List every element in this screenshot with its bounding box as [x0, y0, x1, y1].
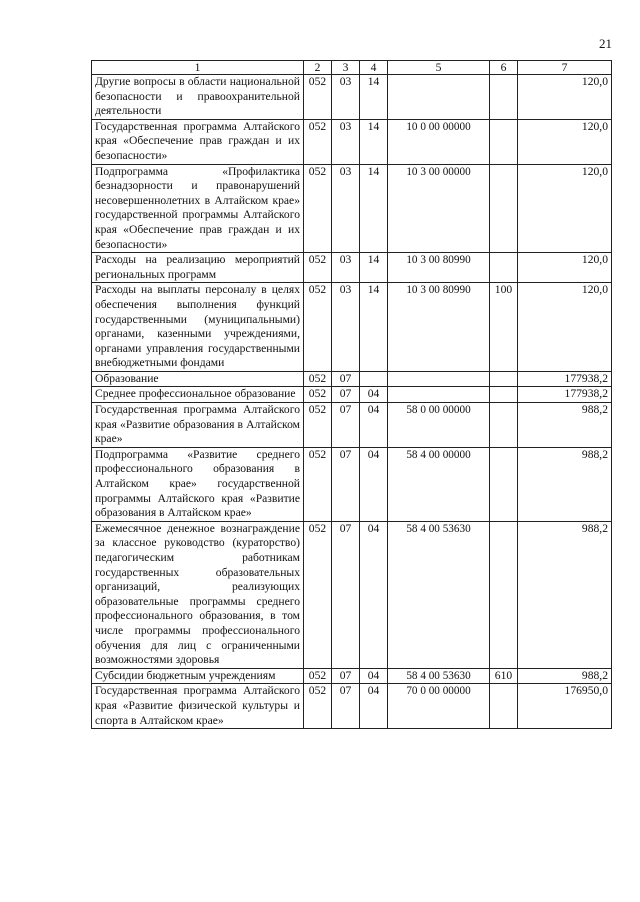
amount-cell: 120,0	[518, 283, 612, 372]
subsection-code-cell: 04	[360, 447, 388, 521]
table-row	[92, 447, 612, 521]
section-code-cell: 03	[332, 164, 360, 253]
amount-cell: 120,0	[518, 75, 612, 120]
table-header-row	[92, 61, 612, 75]
target-article-cell: 10 3 00 80990	[388, 253, 490, 283]
subsection-code-cell: 14	[360, 75, 388, 120]
column-header: 4	[360, 61, 388, 75]
row-name-cell: Расходы на выплаты персоналу в целях обеспечения выполнения функций государственными (муниципальными) органами, казенными учреждениями, органами управления государственными внебюджетными фондами	[92, 283, 304, 372]
target-article-cell: 58 0 00 00000	[388, 403, 490, 448]
expense-type-cell	[490, 119, 518, 164]
table-row	[92, 75, 612, 120]
table-row	[92, 521, 612, 668]
table-row	[92, 253, 612, 283]
amount-cell: 176950,0	[518, 684, 612, 729]
ministry-code-cell: 052	[304, 283, 332, 372]
amount-cell: 177938,2	[518, 371, 612, 387]
expense-type-cell	[490, 164, 518, 253]
row-name-cell: Подпрограмма «Развитие среднего профессионального образования в Алтайском крае» государственной программы Алтайского края «Развитие образования в Алтайском крае»	[92, 447, 304, 521]
column-header: 5	[388, 61, 490, 75]
budget-table	[91, 60, 612, 729]
section-code-cell: 03	[332, 75, 360, 120]
subsection-code-cell: 04	[360, 403, 388, 448]
ministry-code-cell: 052	[304, 119, 332, 164]
table-row	[92, 684, 612, 729]
target-article-cell: 70 0 00 00000	[388, 684, 490, 729]
target-article-cell: 58 4 00 00000	[388, 447, 490, 521]
table-row	[92, 283, 612, 372]
column-header: 1	[92, 61, 304, 75]
amount-cell: 120,0	[518, 119, 612, 164]
expense-type-cell: 100	[490, 283, 518, 372]
column-header: 6	[490, 61, 518, 75]
row-name-cell: Субсидии бюджетным учреждениям	[92, 668, 304, 684]
expense-type-cell	[490, 371, 518, 387]
ministry-code-cell: 052	[304, 684, 332, 729]
row-name-cell: Образование	[92, 371, 304, 387]
target-article-cell	[388, 371, 490, 387]
table-row	[92, 164, 612, 253]
target-article-cell: 58 4 00 53630	[388, 668, 490, 684]
page-number: 21	[599, 36, 612, 51]
amount-cell: 988,2	[518, 521, 612, 668]
row-name-cell: Другие вопросы в области национальной безопасности и правоохранительной деятельности	[92, 75, 304, 120]
ministry-code-cell: 052	[304, 253, 332, 283]
ministry-code-cell: 052	[304, 75, 332, 120]
table-row	[92, 668, 612, 684]
amount-cell: 988,2	[518, 668, 612, 684]
table-row	[92, 403, 612, 448]
column-header: 3	[332, 61, 360, 75]
expense-type-cell	[490, 75, 518, 120]
row-name-cell: Ежемесячное денежное вознаграждение за классное руководство (кураторство) педагогическим работникам государственных образовательных организаций, реализующих образовательные программы среднего профессионального образования, в том числе программы профессионального обучения для лиц с ограниченными возможностями здоровья	[92, 521, 304, 668]
amount-cell: 120,0	[518, 253, 612, 283]
subsection-code-cell: 04	[360, 387, 388, 403]
row-name-cell: Подпрограмма «Профилактика безнадзорности и правонарушений несовершеннолетних в Алтайском крае» государственной программы Алтайского края «Обеспечение прав граждан и их безопасности»	[92, 164, 304, 253]
subsection-code-cell: 04	[360, 684, 388, 729]
row-name-cell: Расходы на реализацию мероприятий региональных программ	[92, 253, 304, 283]
row-name-cell: Государственная программа Алтайского края «Развитие образования в Алтайском крае»	[92, 403, 304, 448]
section-code-cell: 07	[332, 447, 360, 521]
section-code-cell: 03	[332, 283, 360, 372]
section-code-cell: 07	[332, 387, 360, 403]
amount-cell: 988,2	[518, 403, 612, 448]
section-code-cell: 03	[332, 253, 360, 283]
expense-type-cell: 610	[490, 668, 518, 684]
expense-type-cell	[490, 387, 518, 403]
amount-cell: 177938,2	[518, 387, 612, 403]
expense-type-cell	[490, 403, 518, 448]
section-code-cell: 07	[332, 684, 360, 729]
subsection-code-cell: 14	[360, 119, 388, 164]
target-article-cell	[388, 75, 490, 120]
subsection-code-cell: 04	[360, 668, 388, 684]
target-article-cell: 10 3 00 80990	[388, 283, 490, 372]
subsection-code-cell	[360, 371, 388, 387]
ministry-code-cell: 052	[304, 371, 332, 387]
table-row	[92, 387, 612, 403]
ministry-code-cell: 052	[304, 164, 332, 253]
ministry-code-cell: 052	[304, 387, 332, 403]
table-row	[92, 371, 612, 387]
ministry-code-cell: 052	[304, 668, 332, 684]
column-header: 7	[518, 61, 612, 75]
table-row	[92, 119, 612, 164]
section-code-cell: 03	[332, 119, 360, 164]
section-code-cell: 07	[332, 521, 360, 668]
row-name-cell: Государственная программа Алтайского края «Развитие физической культуры и спорта в Алтайском крае»	[92, 684, 304, 729]
section-code-cell: 07	[332, 403, 360, 448]
target-article-cell: 58 4 00 53630	[388, 521, 490, 668]
expense-type-cell	[490, 447, 518, 521]
section-code-cell: 07	[332, 371, 360, 387]
row-name-cell: Государственная программа Алтайского края «Обеспечение прав граждан и их безопасности»	[92, 119, 304, 164]
ministry-code-cell: 052	[304, 403, 332, 448]
section-code-cell: 07	[332, 668, 360, 684]
target-article-cell: 10 0 00 00000	[388, 119, 490, 164]
column-header: 2	[304, 61, 332, 75]
amount-cell: 988,2	[518, 447, 612, 521]
ministry-code-cell: 052	[304, 521, 332, 668]
subsection-code-cell: 14	[360, 283, 388, 372]
subsection-code-cell: 14	[360, 164, 388, 253]
amount-cell: 120,0	[518, 164, 612, 253]
expense-type-cell	[490, 253, 518, 283]
target-article-cell	[388, 387, 490, 403]
subsection-code-cell: 04	[360, 521, 388, 668]
ministry-code-cell: 052	[304, 447, 332, 521]
expense-type-cell	[490, 684, 518, 729]
row-name-cell: Среднее профессиональное образование	[92, 387, 304, 403]
subsection-code-cell: 14	[360, 253, 388, 283]
target-article-cell: 10 3 00 00000	[388, 164, 490, 253]
expense-type-cell	[490, 521, 518, 668]
